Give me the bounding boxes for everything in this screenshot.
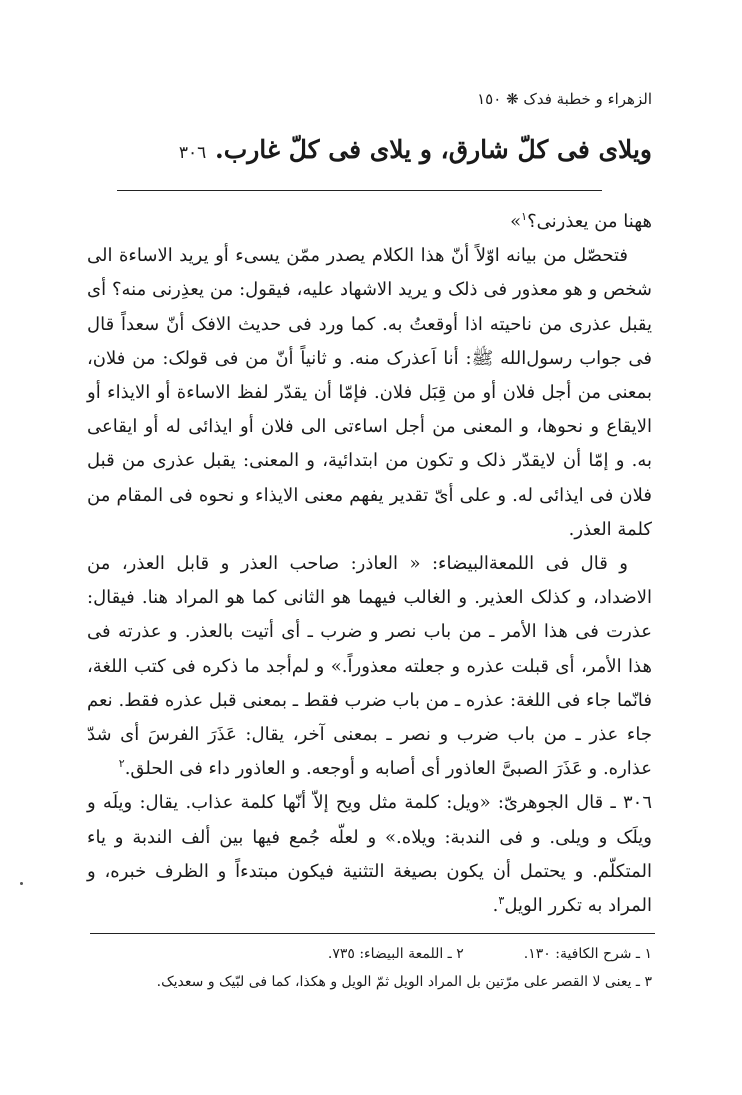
footnote-ref-3: ٣: [498, 894, 505, 908]
verse-text: ویلای فی کلّ شارق، و یلای فی کلّ غارب.: [214, 135, 652, 164]
commentary-body: [87, 205, 652, 923]
paragraph-4: ٣٠٦ ـ قال الجوهریّ: «ویل: کلمة مثل ویح إلاّ أنّها کلمة عذاب. یقال: ویلَه و ویلَک و ویلی. و فی الندبة: ویلاه.» و لعلّه جُمع فیها بین ألف الندبة و یاء المتکلّم. و یحتمل أن یکون بصیغة التثنیة فیکون مبتدءاً و الظرف خبره، و المراد به تکرر الویل$^٣$.: [87, 792, 652, 917]
verse-line: [92, 130, 652, 173]
running-title: الزهراء و خطبة فدک ❋ ١٥٠: [477, 90, 652, 108]
verse-number: ٣٠٦: [178, 143, 207, 163]
paragraph-1: ههنا من یعذرنی؟$^١$»: [510, 210, 652, 232]
footnote-ref-1: ١: [521, 210, 528, 223]
footnote-2: ٢ ـ اللمعة البیضاء: ٧٣٥.: [327, 946, 464, 962]
running-header: [92, 88, 652, 110]
footnote-line-1: [87, 940, 652, 968]
footnote-3: ٣ ـ یعنی لا القصر علی مرّتین بل المراد الویل ثمّ الویل و هکذا، کما فی لبّیک و سعدیک.: [156, 974, 652, 990]
paragraph-2: فتحصّل من بیانه اوّلاً أنّ هذا الکلام یصدر ممّن یسیء أو یرید الاساءة الی شخص و هو معذور فی ذلک و یرید الاشهاد علیه، فیقول: من یعذِرنی منه؟ أی یقبل عذری من ناحیته اذا أوقعتُ به. کما ورد فی حدیث الافک أنّ سعداً قال فی جواب رسول‌الله ﷺ: أنا اَعذرک منه. و ثانیاً أنّ من فی قولک: من فلان، بمعنی من أجل فلان أو من قِبَل فلان. فإمّا أن یقدّر لفظ الاساءة أو الایذاء أو الایقاع و نحوها، و المعنی من أجل اساءتی الی فلان أو ایذائی له أو ایقاعی به. و إمّا أن لایقدّر ذلک و تکون من ابتدائیة، و المعنی: یقبل عذری من قبل فلان فی ایذائی له. و علی أیّ تقدیر یفهم معنی الایذاء و نحوه فی المقام من کلمة العذر.: [87, 245, 652, 540]
paragraph-3: و قال فی اللمعةالبیضاء: « العاذر: صاحب العذر و قابل العذر، من الاضداد، و کذلک العذیر. و الغالب فیهما هو الثانی کما هو المراد هنا. فیقال: عذرت فی هذا الأمر ـ من باب نصر و ضرب ـ أی أتیت بالعذر. و عذرته فی هذا الأمر، أی قبلت عذره و جعلته معذوراً.» و لم‌أجد ما ذکره فی کتب اللغة، فانّما جاء فی اللغة: عذره ـ من باب ضرب فقط ـ بمعنی قبل عذره فقط. نعم جاء عذر ـ من باب ضرب و نصر ـ بمعنی آخر، یقال: عَذَرَ الفرسَ أی شدّ عذاره. و عَذَرَ الصبیَّ العاذور أی أصابه و أوجعه. و العاذور داء فی الحلق.$^٢$: [87, 553, 652, 780]
header-divider: [117, 190, 602, 191]
footnote-divider: [90, 933, 655, 934]
footnote-ref-2: ٢: [118, 757, 125, 771]
margin-speck: [20, 882, 23, 885]
footnote-1: ١ ـ شرح الکافیة: ١٣٠.: [523, 946, 652, 962]
footnotes: [87, 940, 652, 996]
